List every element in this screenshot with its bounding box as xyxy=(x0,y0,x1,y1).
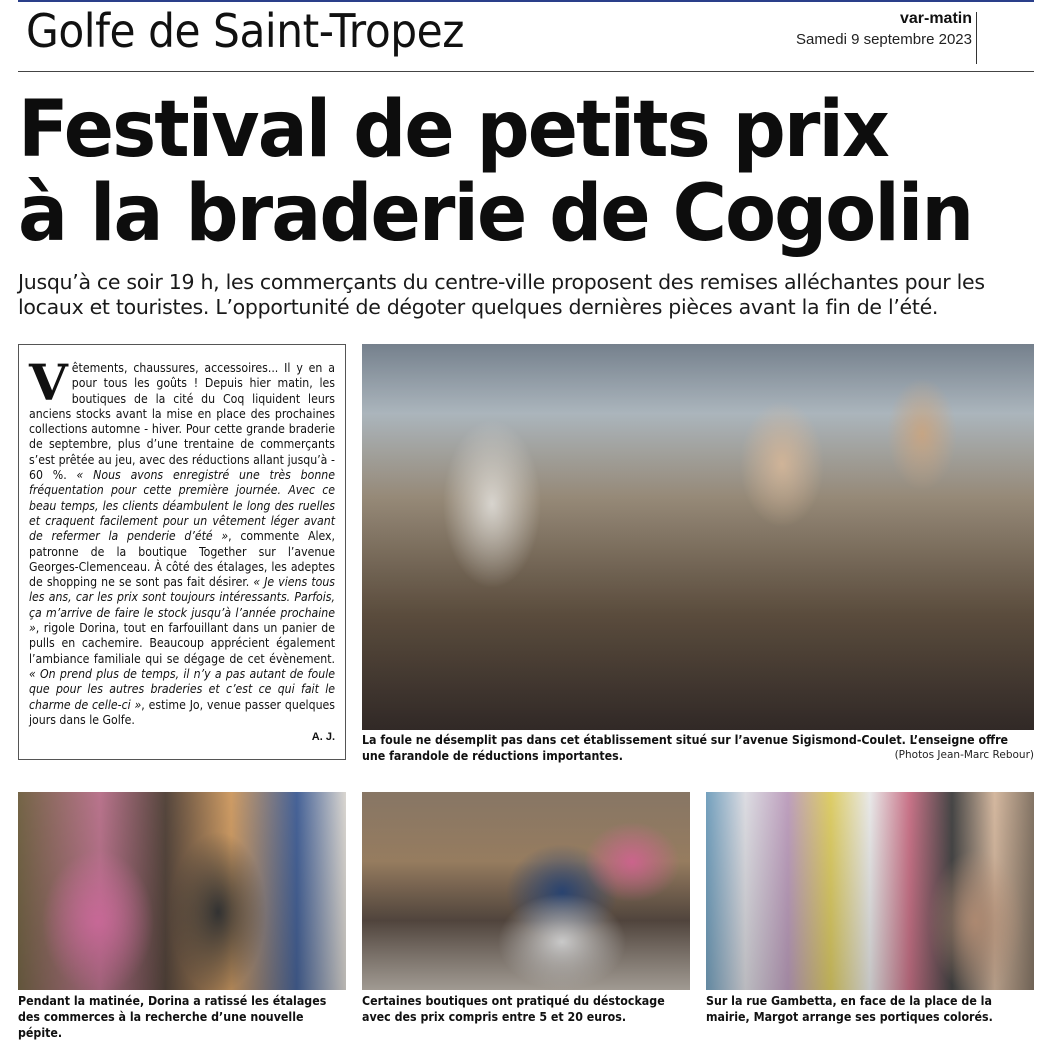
photo-dorina-caption: Pendant la matinée, Dorina a ratissé les étalages des commerces à la recherche d’une nouvelle pépite. xyxy=(18,994,327,1040)
photo-margot xyxy=(706,792,1034,990)
photo-credit: (Photos Jean-Marc Rebour) xyxy=(894,749,1034,761)
article-text-1: êtements, chaussures, accessoires... Il y en a pour tous les goûts ! Depuis hier matin, les boutiques de la cité du Coq liquident leurs anciens stocks avant la mise en place des prochaines collections automne - hiver. Pour cette grande braderie de septembre, plus d’une trentaine de commerçants s’est prêtée au jeu, avec des réductions allant jusqu’à - 60 %. xyxy=(29,361,335,483)
byline: A. J. xyxy=(311,731,335,743)
deck: Jusqu’à ce soir 19 h, les commerçants du centre-ville proposent des remises alléchantes pour les locaux et touristes. L’opportunité de dégoter quelques dernières pièces avant la fin de l’été. xyxy=(18,270,985,319)
masthead-divider xyxy=(976,12,977,64)
quote-dorina: « Je viens tous les ans, car les prix sont toujours intéressants. Parfois, ça m’arrive de faire le stock jusqu’à l’année prochaine » xyxy=(29,575,335,636)
article-text-3: , rigole Dorina, tout en farfouillant dans un panier de pulls en cachemire. Beaucoup apprécient également l’ambiance familiale qui se dégage de cet évènement. xyxy=(29,621,335,666)
quote-jo: « On prend plus de temps, il n’y a pas autant de foule que pour les autres braderies et c’est ce qui fait le charme de celle-ci » xyxy=(29,666,335,712)
photo-destockage-caption: Certaines boutiques ont pratiqué du déstockage avec des prix compris entre 5 et 20 euros. xyxy=(362,994,665,1024)
photo-destockage-shade xyxy=(362,792,690,990)
photo-margot-caption: Sur la rue Gambetta, en face de la place de la mairie, Margot arrange ses portiques colorés. xyxy=(706,994,993,1024)
dropcap: V xyxy=(29,353,68,412)
quote-alex: « Nous avons enregistré une très bonne fréquentation pour cette première journée. Avec ce beau temps, les clients déambulent le long des ruelles et craquent facilement pour un vêtement léger avant de refermer la penderie d’été » xyxy=(29,468,335,544)
top-rule xyxy=(18,0,1034,2)
article-box xyxy=(18,344,346,760)
photo-dorina xyxy=(18,792,346,990)
photo-margot-shade xyxy=(706,792,1034,990)
main-photo-caption: La foule ne désemplit pas dans cet établissement situé sur l’avenue Sigismond-Coulet. L’enseigne offre une farandole de réductions importantes. xyxy=(362,733,1009,763)
article-text-2: , commente Alex, patronne de la boutique Together sur l’avenue Georges-Clemenceau. À côté des étalages, les adeptes de shopping ne se sont pas fait désirer. xyxy=(29,529,335,590)
photo-dorina-shade xyxy=(18,792,346,990)
headline xyxy=(18,85,1022,259)
article-text-4: , estime Jo, venue passer quelques jours dans le Golfe. xyxy=(29,697,335,727)
photo-destockage xyxy=(362,792,690,990)
header-rule xyxy=(18,71,1034,72)
section-title: Golfe de Saint-Tropez xyxy=(26,4,464,58)
headline-line-2: à la braderie de Cogolin xyxy=(18,169,973,259)
main-photo xyxy=(362,344,1034,730)
article-body xyxy=(29,353,335,728)
headline-line-1: Festival de petits prix xyxy=(18,85,888,175)
main-photo-shade xyxy=(362,344,1034,730)
masthead xyxy=(796,10,972,48)
publication-date: Samedi 9 septembre 2023 xyxy=(796,31,972,48)
brand-name: var-matin xyxy=(899,10,972,27)
